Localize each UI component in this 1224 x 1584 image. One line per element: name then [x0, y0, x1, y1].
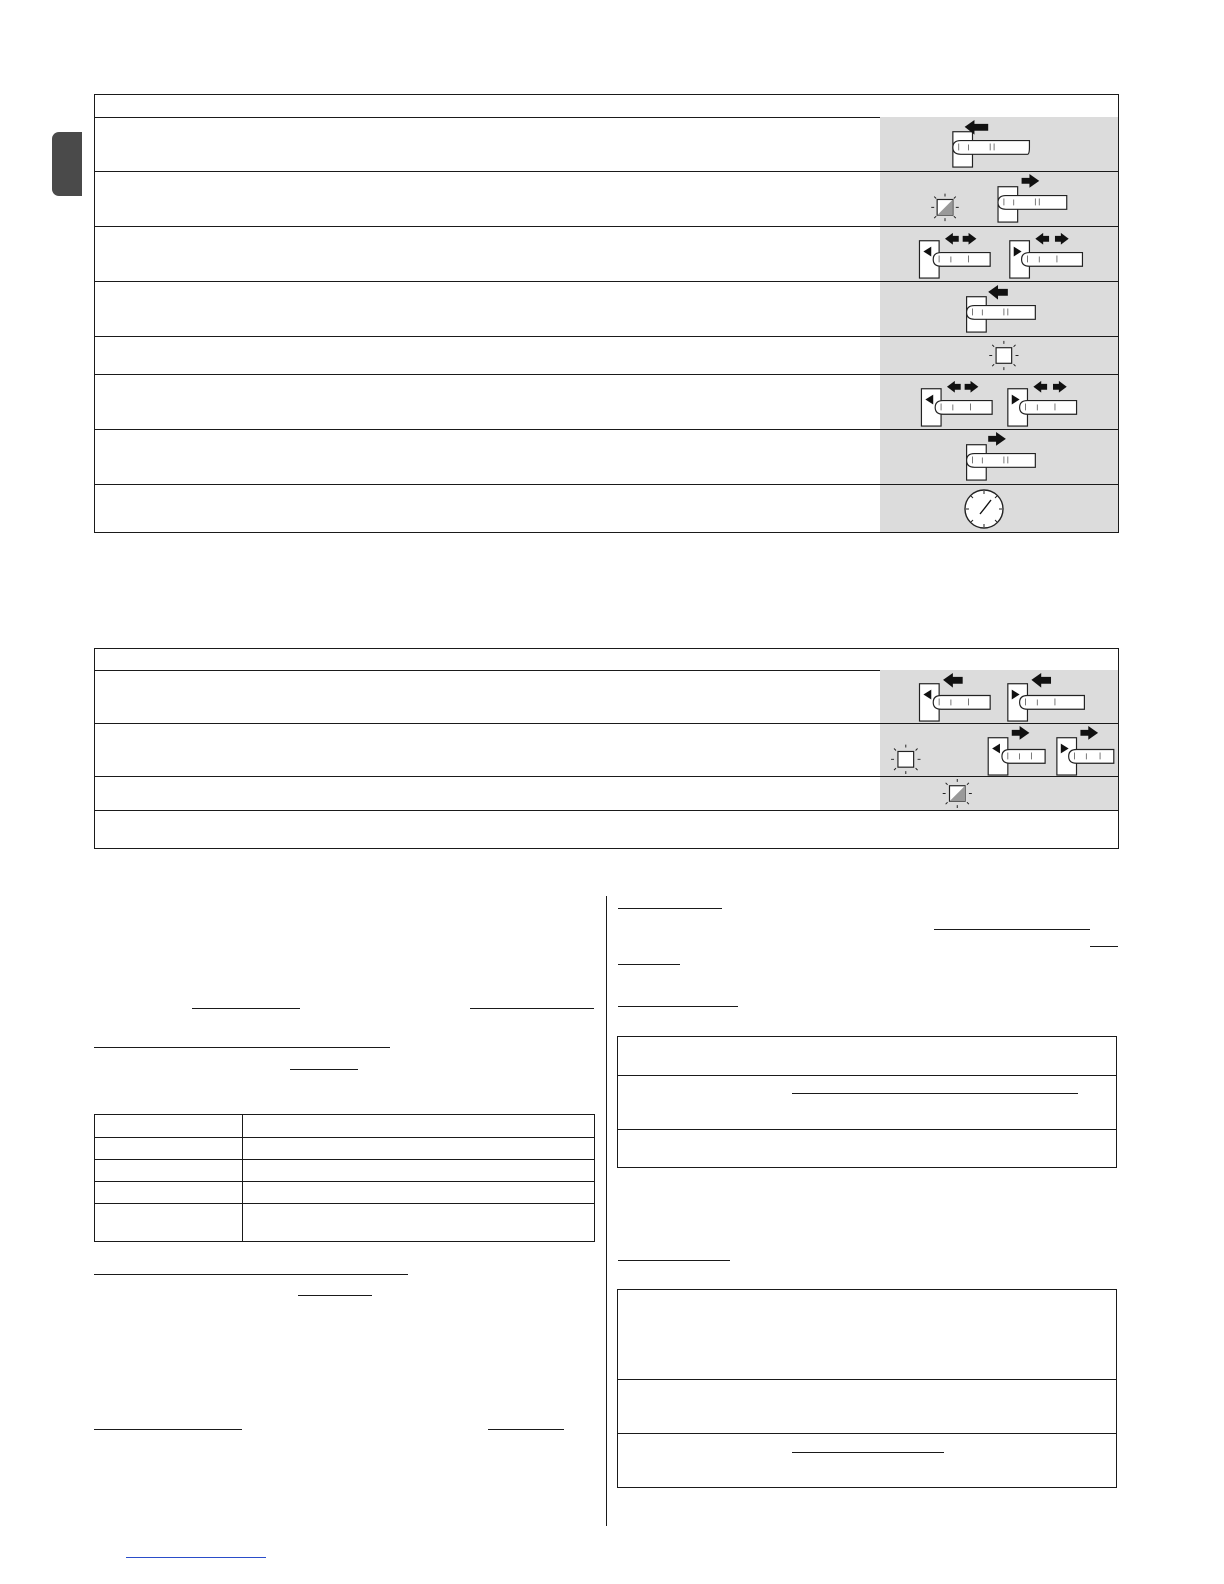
values-table-row — [95, 1137, 594, 1160]
procedure-table-2-header — [95, 649, 1118, 671]
clock-icon — [880, 485, 1118, 532]
procedure-step-3 — [95, 777, 1118, 811]
release-right-button-icon — [1057, 726, 1114, 775]
info-box-row — [618, 1129, 1116, 1167]
procedure-note — [95, 811, 1118, 848]
procedure-step-text — [95, 670, 881, 723]
info-box-row — [618, 1433, 1116, 1487]
release-right-finger-icon — [880, 430, 1118, 484]
info-box-row — [618, 1379, 1116, 1434]
procedure-step-text — [95, 485, 881, 532]
values-table-row — [95, 1159, 594, 1182]
right-heading-2-underline — [618, 1006, 738, 1007]
procedure-table-1-header — [95, 95, 1118, 118]
procedure-step-7 — [95, 430, 1118, 485]
left-heading-2-underline — [94, 1274, 408, 1275]
release-right-finger-icon — [998, 174, 1067, 222]
left-heading-1-underline — [94, 1047, 390, 1048]
values-table-label — [95, 1203, 243, 1241]
right-heading-3-underline — [618, 1260, 730, 1261]
values-table-label — [95, 1159, 243, 1181]
procedure-step-3 — [95, 227, 1118, 282]
press-buttons-illustration — [880, 670, 1118, 723]
procedure-step-1 — [95, 117, 1118, 172]
release-left-button-icon — [988, 726, 1045, 775]
press-release-buttons-illustration — [880, 227, 1118, 281]
press-release-left-button-icon — [921, 381, 992, 426]
footer-link[interactable] — [126, 1557, 266, 1558]
procedure-step-text — [95, 172, 881, 226]
procedure-table-2 — [94, 648, 1119, 849]
underline-mark — [934, 929, 1090, 930]
procedure-step-5 — [95, 337, 1118, 375]
values-table-label — [95, 1181, 243, 1203]
procedure-step-text — [95, 117, 881, 171]
underline-mark — [290, 1069, 358, 1070]
procedure-step-1 — [95, 670, 1118, 724]
info-box-row — [618, 1037, 1116, 1076]
language-tab — [52, 132, 82, 196]
press-left-finger-icon — [880, 117, 1118, 171]
info-box-1 — [617, 1036, 1117, 1168]
procedure-step-text — [95, 724, 881, 776]
values-table-row — [95, 1181, 594, 1204]
procedure-step-4 — [95, 282, 1118, 337]
press-release-buttons-illustration — [880, 375, 1118, 429]
procedure-step-text — [95, 337, 881, 374]
press-release-right-button-icon — [1010, 233, 1083, 278]
underline-mark — [1090, 946, 1118, 947]
led-blink-half-icon — [880, 172, 1118, 226]
values-table-row — [95, 1203, 594, 1241]
right-heading-1-underline — [618, 908, 722, 909]
procedure-step-6 — [95, 375, 1118, 430]
press-release-right-button-icon — [1008, 381, 1077, 426]
left-heading-3-underline — [94, 1429, 242, 1430]
underline-mark — [618, 964, 680, 965]
procedure-step-text — [95, 282, 881, 336]
procedure-step-text — [95, 227, 881, 281]
procedure-step-8 — [95, 485, 1118, 532]
info-box-row — [618, 1290, 1116, 1380]
column-divider — [606, 896, 607, 1526]
procedure-table-1 — [94, 94, 1119, 533]
underline-mark — [470, 1008, 594, 1009]
press-right-button-icon — [1008, 673, 1085, 721]
press-release-left-button-icon — [919, 233, 990, 278]
led-and-release-illustration — [880, 724, 1118, 776]
values-table-label — [95, 1115, 243, 1137]
values-table — [94, 1114, 595, 1242]
underline-mark — [792, 1452, 944, 1453]
underline-mark — [488, 1429, 564, 1430]
info-box-row — [618, 1075, 1116, 1130]
led-blink-half-icon — [931, 194, 958, 221]
press-left-button-icon — [920, 673, 991, 721]
procedure-step-2 — [95, 172, 1118, 227]
procedure-step-text — [95, 375, 881, 429]
led-blink-empty-icon — [880, 337, 1118, 374]
procedure-step-2 — [95, 724, 1118, 777]
procedure-step-text — [95, 777, 881, 810]
press-left-finger-icon — [880, 282, 1118, 336]
underline-mark — [792, 1093, 1078, 1094]
values-table-label — [95, 1137, 243, 1159]
underline-mark — [192, 1008, 300, 1009]
procedure-step-text — [95, 430, 881, 484]
values-table-row — [95, 1115, 594, 1138]
info-box-2 — [617, 1289, 1117, 1488]
underline-mark — [298, 1295, 372, 1296]
led-blink-half-icon — [880, 777, 1118, 810]
led-blink-empty-icon — [891, 745, 920, 774]
